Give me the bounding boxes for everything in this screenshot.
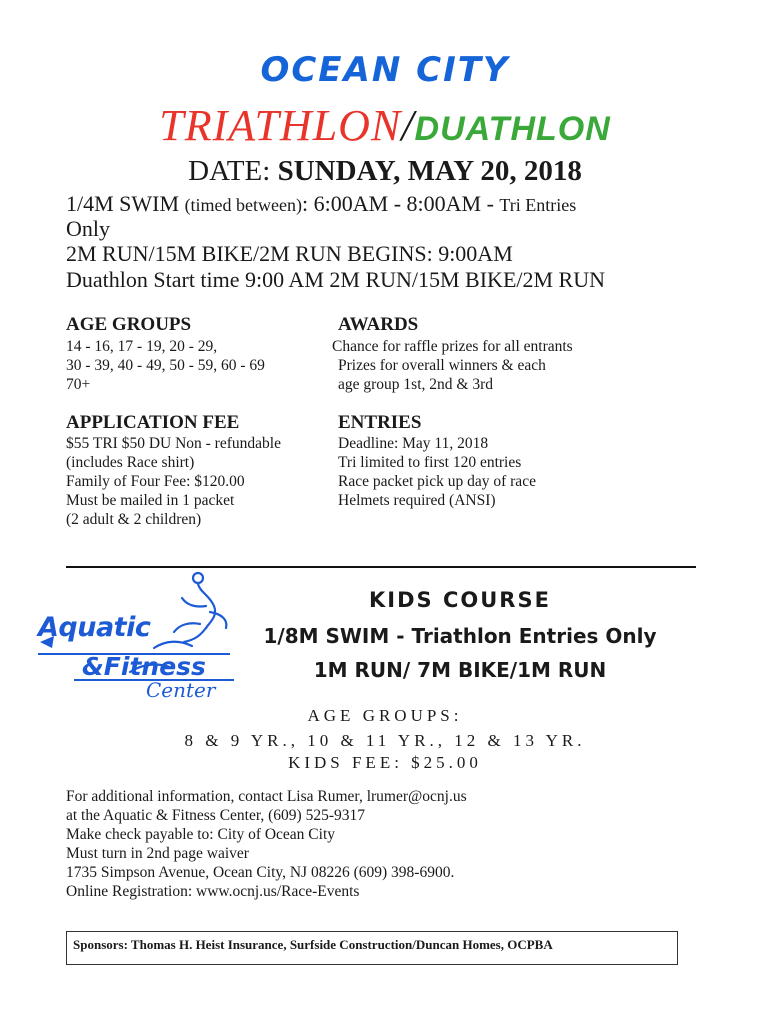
info-line: Make check payable to: City of Ocean City <box>66 826 336 843</box>
fee-line: $55 TRI $50 DU Non - refundable <box>66 435 281 452</box>
awards-heading: AWARDS <box>338 314 419 335</box>
logo-aquatic-text: Aquatic <box>38 612 151 643</box>
application-fee-list <box>66 434 281 529</box>
age-groups-heading: AGE GROUPS <box>66 314 192 335</box>
entries-line: Deadline: May 11, 2018 <box>338 435 489 452</box>
fee-line: Family of Four Fee: $120.00 <box>66 473 245 490</box>
entries-line: Tri limited to first 120 entries <box>338 454 522 471</box>
entries-list <box>338 434 536 510</box>
logo-fitness-text: &Fitness <box>82 652 206 681</box>
entries-line: Race packet pick up day of race <box>338 473 536 490</box>
kids-age-groups-label: AGE GROUPS: <box>307 706 463 725</box>
aquatic-fitness-logo <box>34 570 244 710</box>
swim-distance: 1/4M SWIM <box>66 191 185 216</box>
info-line: Must turn in 2nd page waiver <box>66 845 249 862</box>
kids-swim-line: 1/8M SWIM - Triathlon Entries Only <box>263 624 657 648</box>
kids-fee: KIDS FEE: $25.00 <box>288 753 482 772</box>
divider-line <box>66 566 696 568</box>
kids-course-title: KIDS COURSE <box>369 588 551 612</box>
entries-line: Helmets required (ANSI) <box>338 492 496 509</box>
info-line: Online Registration: www.ocnj.us/Race-Events <box>66 883 360 900</box>
swim-entries-note: Tri Entries <box>499 195 577 215</box>
event-date <box>0 155 770 188</box>
awards-line: Chance for raffle prizes for all entrants <box>332 338 573 355</box>
kids-run-bike-line: 1M RUN/ 7M BIKE/1M RUN <box>313 658 607 682</box>
date-label: DATE: <box>188 155 278 187</box>
application-fee-heading: APPLICATION FEE <box>66 412 240 433</box>
logo-center-text: Center <box>146 678 216 702</box>
age-groups-list <box>66 337 265 394</box>
date-value: SUNDAY, MAY 20, 2018 <box>277 155 582 187</box>
title-ocean-city: OCEAN CITY <box>260 50 510 90</box>
awards-line: age group 1st, 2nd & 3rd <box>338 376 493 393</box>
age-groups-line: 30 - 39, 40 - 49, 50 - 59, 60 - 69 <box>66 357 265 374</box>
age-groups-line: 70+ <box>66 376 91 393</box>
info-line: at the Aquatic & Fitness Center, (609) 525-9317 <box>66 807 365 824</box>
kids-age-groups: 8 & 9 YR., 10 & 11 YR., 12 & 13 YR. <box>184 731 586 750</box>
swim-times: : 6:00AM - 8:00AM - <box>302 191 500 216</box>
sponsors-box: Sponsors: Thomas H. Heist Insurance, Surfside Construction/Duncan Homes, OCPBA <box>66 931 678 965</box>
swim-line-cont: Only <box>66 216 110 241</box>
title-duathlon: DUATHLON <box>414 110 611 148</box>
awards-line: Prizes for overall winners & each <box>338 357 546 374</box>
contact-info <box>66 787 467 901</box>
title-slash: / <box>401 101 415 150</box>
duathlon-line: Duathlon Start time 9:00 AM 2M RUN/15M BIKE/2M RUN <box>66 267 606 292</box>
awards-list <box>332 337 573 394</box>
swim-line <box>66 191 576 217</box>
entries-heading: ENTRIES <box>338 412 422 433</box>
fee-line: (2 adult & 2 children) <box>66 511 202 528</box>
fee-line: Must be mailed in 1 packet <box>66 492 235 509</box>
swim-timed-note: (timed between) <box>184 195 303 215</box>
title-triathlon: TRIATHLON <box>159 101 402 150</box>
title-triathlon-duathlon <box>0 100 770 151</box>
fee-line: (includes Race shirt) <box>66 454 195 471</box>
info-line: For additional information, contact Lisa Rumer, lrumer@ocnj.us <box>66 788 467 805</box>
age-groups-line: 14 - 16, 17 - 19, 20 - 29, <box>66 338 218 355</box>
run-bike-line: 2M RUN/15M BIKE/2M RUN BEGINS: 9:00AM <box>66 241 513 266</box>
info-line: 1735 Simpson Avenue, Ocean City, NJ 08226 (609) 398-6900. <box>66 864 455 881</box>
